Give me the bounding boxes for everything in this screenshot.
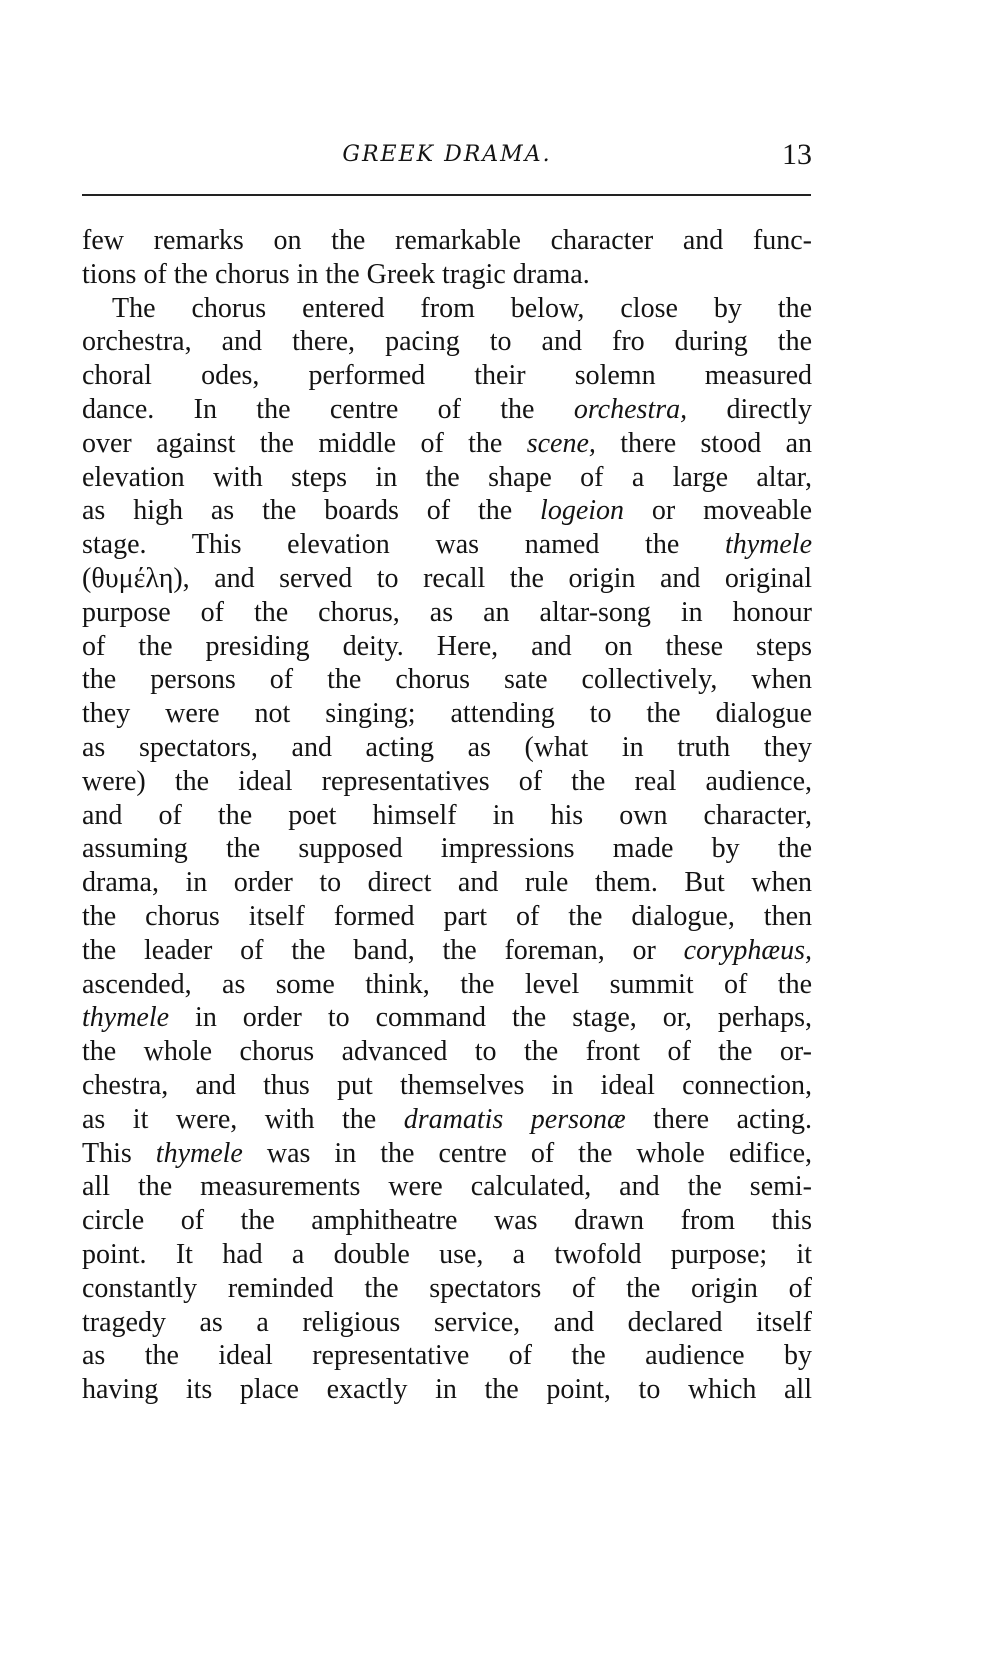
text-line: [82, 765, 812, 799]
text-segment: circle of the amphitheatre was drawn from this: [82, 1205, 812, 1237]
text-segment: all the measurements were calculated, and the semi-: [82, 1171, 812, 1203]
text-line: [82, 1001, 812, 1035]
text-segment: and of the poet himself in his own character,: [82, 799, 812, 831]
italic-term: coryphæus,: [683, 934, 812, 966]
text-segment: in order to command the stage, or, perhaps,: [169, 1002, 812, 1034]
text-segment: as it were, with the: [82, 1103, 404, 1135]
text-segment: constantly reminded the spectators of the origin of: [82, 1272, 812, 1304]
text-segment: having its place exactly in the point, to which all: [82, 1374, 812, 1406]
text-segment: tragedy as a religious service, and declared itself: [82, 1306, 812, 1338]
text-line: [82, 461, 812, 495]
text-segment: stage. This elevation was named the: [82, 529, 725, 561]
text-segment: purpose of the chorus, as an altar-song in honour: [82, 596, 812, 628]
text-line: [82, 528, 812, 562]
text-line: [82, 934, 812, 968]
header-rule: [82, 194, 811, 196]
text-segment: chestra, and thus put themselves in ideal connection,: [82, 1069, 812, 1101]
text-line: [82, 697, 812, 731]
italic-term: thymele: [724, 529, 812, 561]
text-line: [82, 1035, 812, 1069]
text-line: [82, 1103, 812, 1137]
text-segment: This: [82, 1137, 156, 1169]
italic-term: dramatis personæ: [403, 1103, 626, 1135]
text-segment: directly: [687, 393, 812, 425]
text-line: [82, 799, 812, 833]
italic-term: orchestra,: [573, 393, 688, 425]
body-text: [82, 224, 812, 1407]
text-line: [82, 1204, 812, 1238]
text-line: [82, 1272, 812, 1306]
page-number: 13: [782, 138, 812, 171]
italic-term: thymele: [155, 1137, 243, 1169]
text-segment: there stood an: [595, 427, 812, 459]
text-line: [82, 900, 812, 934]
text-segment: dance. In the centre of the: [82, 393, 574, 425]
text-segment: the persons of the chorus sate collectively, when: [82, 664, 812, 696]
text-line: [82, 562, 812, 596]
text-segment: choral odes, performed their solemn measured: [82, 360, 812, 392]
text-segment: The chorus entered from below, close by the: [112, 292, 812, 324]
text-segment: point. It had a double use, a twofold purpose; it: [82, 1238, 812, 1270]
italic-term: thymele: [82, 1002, 170, 1034]
text-segment: was in the centre of the whole edifice,: [242, 1137, 812, 1169]
text-line: [82, 427, 812, 461]
text-line: [82, 1069, 812, 1103]
text-segment: as the ideal representative of the audience by: [82, 1340, 812, 1372]
text-line: [82, 1137, 812, 1171]
text-line: [82, 224, 812, 258]
running-head-title: GREEK DRAMA.: [342, 142, 552, 167]
text-segment: the chorus itself formed part of the dialogue, then: [82, 900, 812, 932]
text-segment: as spectators, and acting as (what in truth they: [82, 731, 812, 763]
text-line: [82, 1373, 812, 1407]
text-line: [82, 494, 812, 528]
text-segment: the leader of the band, the foreman, or: [82, 934, 684, 966]
text-segment: ascended, as some think, the level summit of the: [82, 968, 812, 1000]
text-segment: drama, in order to direct and rule them. But when: [82, 867, 812, 899]
text-line: [82, 325, 812, 359]
text-segment: as high as the boards of the: [82, 495, 541, 527]
text-line: [82, 731, 812, 765]
text-line: [82, 359, 812, 393]
text-line: [82, 292, 812, 326]
text-line: [82, 968, 812, 1002]
text-line: [82, 832, 812, 866]
text-line: [82, 866, 812, 900]
text-segment: (θυμέλη), and served to recall the origin and original: [82, 562, 812, 594]
text-segment: there acting.: [625, 1103, 812, 1135]
text-segment: tions of the chorus in the Greek tragic drama.: [82, 258, 590, 290]
running-head: [82, 138, 812, 178]
text-line: [82, 1339, 812, 1373]
italic-term: scene,: [526, 427, 596, 459]
text-segment: assuming the supposed impressions made by the: [82, 833, 812, 865]
text-line: [82, 663, 812, 697]
text-line: [82, 1170, 812, 1204]
text-segment: were) the ideal representatives of the real audience,: [82, 765, 812, 797]
text-line: [82, 393, 812, 427]
text-line: [82, 1238, 812, 1272]
text-segment: or moveable: [624, 495, 812, 527]
text-segment: orchestra, and there, pacing to and fro during the: [82, 326, 812, 358]
italic-term: logeion: [540, 495, 625, 527]
text-line: [82, 258, 812, 292]
text-segment: over against the middle of the: [82, 427, 527, 459]
text-line: [82, 630, 812, 664]
text-segment: elevation with steps in the shape of a large altar,: [82, 461, 812, 493]
text-segment: of the presiding deity. Here, and on these steps: [82, 630, 812, 662]
text-segment: they were not singing; attending to the dialogue: [82, 698, 812, 730]
text-segment: the whole chorus advanced to the front of the or-: [82, 1036, 812, 1068]
text-line: [82, 1306, 812, 1340]
text-line: [82, 596, 812, 630]
text-segment: few remarks on the remarkable character and func-: [82, 225, 812, 256]
